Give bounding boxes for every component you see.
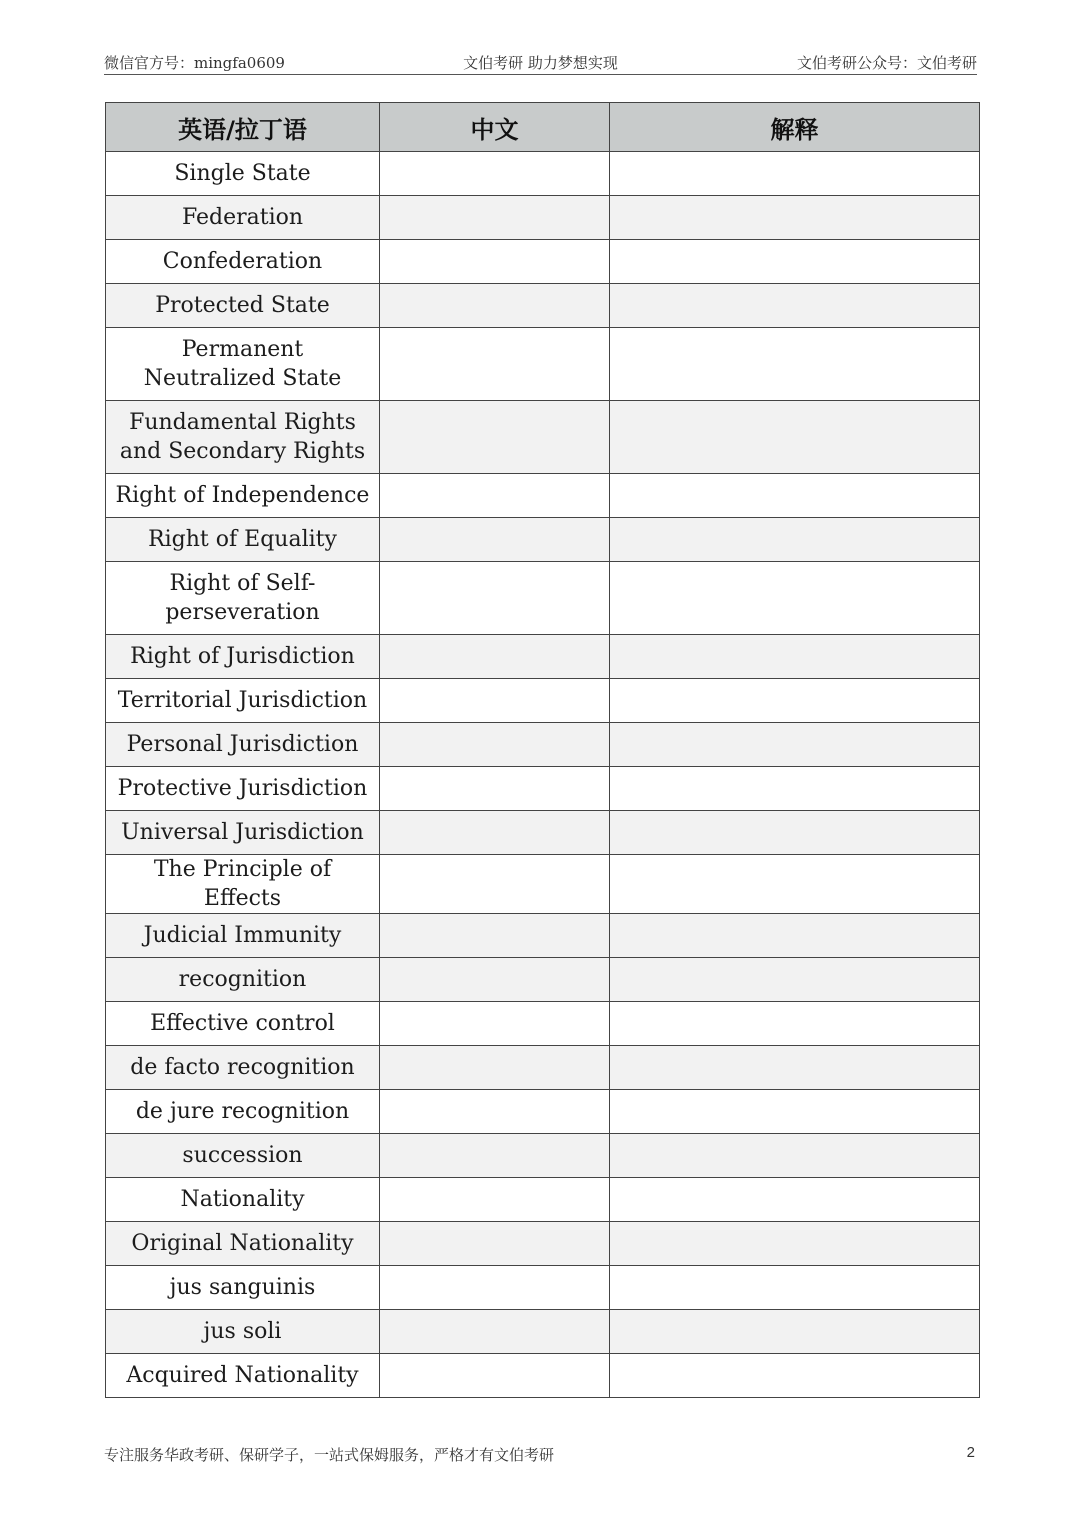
explanation-cell [610, 855, 980, 914]
chinese-cell [380, 679, 610, 723]
table-row [106, 1134, 980, 1178]
term-cell: The Principle of Effects [106, 855, 380, 914]
explanation-cell [610, 723, 980, 767]
term-cell: Judicial Immunity [106, 914, 380, 958]
table-row [106, 767, 980, 811]
chinese-cell [380, 152, 610, 196]
chinese-cell [380, 767, 610, 811]
term-cell: Right of Jurisdiction [106, 635, 380, 679]
term-cell: Universal Jurisdiction [106, 811, 380, 855]
table-row [106, 284, 980, 328]
chinese-cell [380, 1134, 610, 1178]
explanation-cell [610, 1090, 980, 1134]
chinese-cell [380, 401, 610, 474]
explanation-cell [610, 562, 980, 635]
table-row [106, 723, 980, 767]
table-row [106, 811, 980, 855]
explanation-cell [610, 284, 980, 328]
term-cell: Right of Equality [106, 518, 380, 562]
explanation-cell [610, 152, 980, 196]
chinese-cell [380, 635, 610, 679]
table-row [106, 635, 980, 679]
table-row [106, 855, 980, 914]
table-row [106, 240, 980, 284]
chinese-cell [380, 1266, 610, 1310]
glossary-table [105, 102, 980, 1398]
table-row [106, 1310, 980, 1354]
chinese-cell [380, 518, 610, 562]
explanation-cell [610, 635, 980, 679]
explanation-cell [610, 767, 980, 811]
header-tagline: 文伯考研 助力梦想实现 [463, 54, 618, 72]
chinese-cell [380, 855, 610, 914]
chinese-cell [380, 240, 610, 284]
header-public-account: 文伯考研公众号：文伯考研 [796, 54, 977, 72]
chinese-cell [380, 811, 610, 855]
explanation-cell [610, 328, 980, 401]
table-row [106, 914, 980, 958]
table-row [106, 1090, 980, 1134]
term-cell: Right of Independence [106, 474, 380, 518]
table-row [106, 196, 980, 240]
column-header-explanation: 解释 [610, 103, 980, 152]
chinese-cell [380, 723, 610, 767]
chinese-cell [380, 958, 610, 1002]
term-cell: Single State [106, 152, 380, 196]
term-cell: Acquired Nationality [106, 1354, 380, 1398]
chinese-cell [380, 562, 610, 635]
page-header [104, 50, 977, 75]
term-cell: Protected State [106, 284, 380, 328]
explanation-cell [610, 240, 980, 284]
page-number: 2 [966, 1444, 975, 1461]
table-row [106, 401, 980, 474]
term-cell: Original Nationality [106, 1222, 380, 1266]
explanation-cell [610, 401, 980, 474]
term-cell: succession [106, 1134, 380, 1178]
term-cell: Fundamental Rights and Secondary Rights [106, 401, 380, 474]
explanation-cell [610, 474, 980, 518]
term-cell: jus sanguinis [106, 1266, 380, 1310]
explanation-cell [610, 1046, 980, 1090]
table-row [106, 152, 980, 196]
chinese-cell [380, 1178, 610, 1222]
explanation-cell [610, 1134, 980, 1178]
explanation-cell [610, 914, 980, 958]
term-cell: Nationality [106, 1178, 380, 1222]
column-header-english-latin: 英语/拉丁语 [106, 103, 380, 152]
explanation-cell [610, 1310, 980, 1354]
table-row [106, 1266, 980, 1310]
explanation-cell [610, 518, 980, 562]
chinese-cell [380, 1046, 610, 1090]
footer-slogan: 专注服务华政考研、保研学子，一站式保姆服务，严格才有文伯考研 [104, 1446, 555, 1464]
table-row [106, 958, 980, 1002]
chinese-cell [380, 1090, 610, 1134]
chinese-cell [380, 474, 610, 518]
chinese-cell [380, 196, 610, 240]
explanation-cell [610, 196, 980, 240]
term-cell: Confederation [106, 240, 380, 284]
term-cell: Personal Jurisdiction [106, 723, 380, 767]
chinese-cell [380, 1002, 610, 1046]
term-cell: de facto recognition [106, 1046, 380, 1090]
table-header-row [106, 103, 980, 152]
explanation-cell [610, 679, 980, 723]
table-row [106, 1002, 980, 1046]
term-cell: Federation [106, 196, 380, 240]
chinese-cell [380, 328, 610, 401]
chinese-cell [380, 914, 610, 958]
term-cell: de jure recognition [106, 1090, 380, 1134]
table-row [106, 1046, 980, 1090]
explanation-cell [610, 1002, 980, 1046]
explanation-cell [610, 811, 980, 855]
table-row [106, 1178, 980, 1222]
chinese-cell [380, 1310, 610, 1354]
table-row [106, 679, 980, 723]
term-cell: Permanent Neutralized State [106, 328, 380, 401]
table-row [106, 328, 980, 401]
header-wechat-id: 微信官方号：mingfa0609 [104, 54, 285, 72]
term-cell: Protective Jurisdiction [106, 767, 380, 811]
term-cell: Effective control [106, 1002, 380, 1046]
table-row [106, 1222, 980, 1266]
explanation-cell [610, 1222, 980, 1266]
column-header-chinese: 中文 [380, 103, 610, 152]
chinese-cell [380, 284, 610, 328]
table-row [106, 474, 980, 518]
term-cell: recognition [106, 958, 380, 1002]
term-cell: Right of Self-perseveration [106, 562, 380, 635]
explanation-cell [610, 1178, 980, 1222]
explanation-cell [610, 1354, 980, 1398]
explanation-cell [610, 1266, 980, 1310]
term-cell: jus soli [106, 1310, 380, 1354]
table-row [106, 562, 980, 635]
term-cell: Territorial Jurisdiction [106, 679, 380, 723]
table-row [106, 518, 980, 562]
explanation-cell [610, 958, 980, 1002]
chinese-cell [380, 1222, 610, 1266]
table-row [106, 1354, 980, 1398]
chinese-cell [380, 1354, 610, 1398]
